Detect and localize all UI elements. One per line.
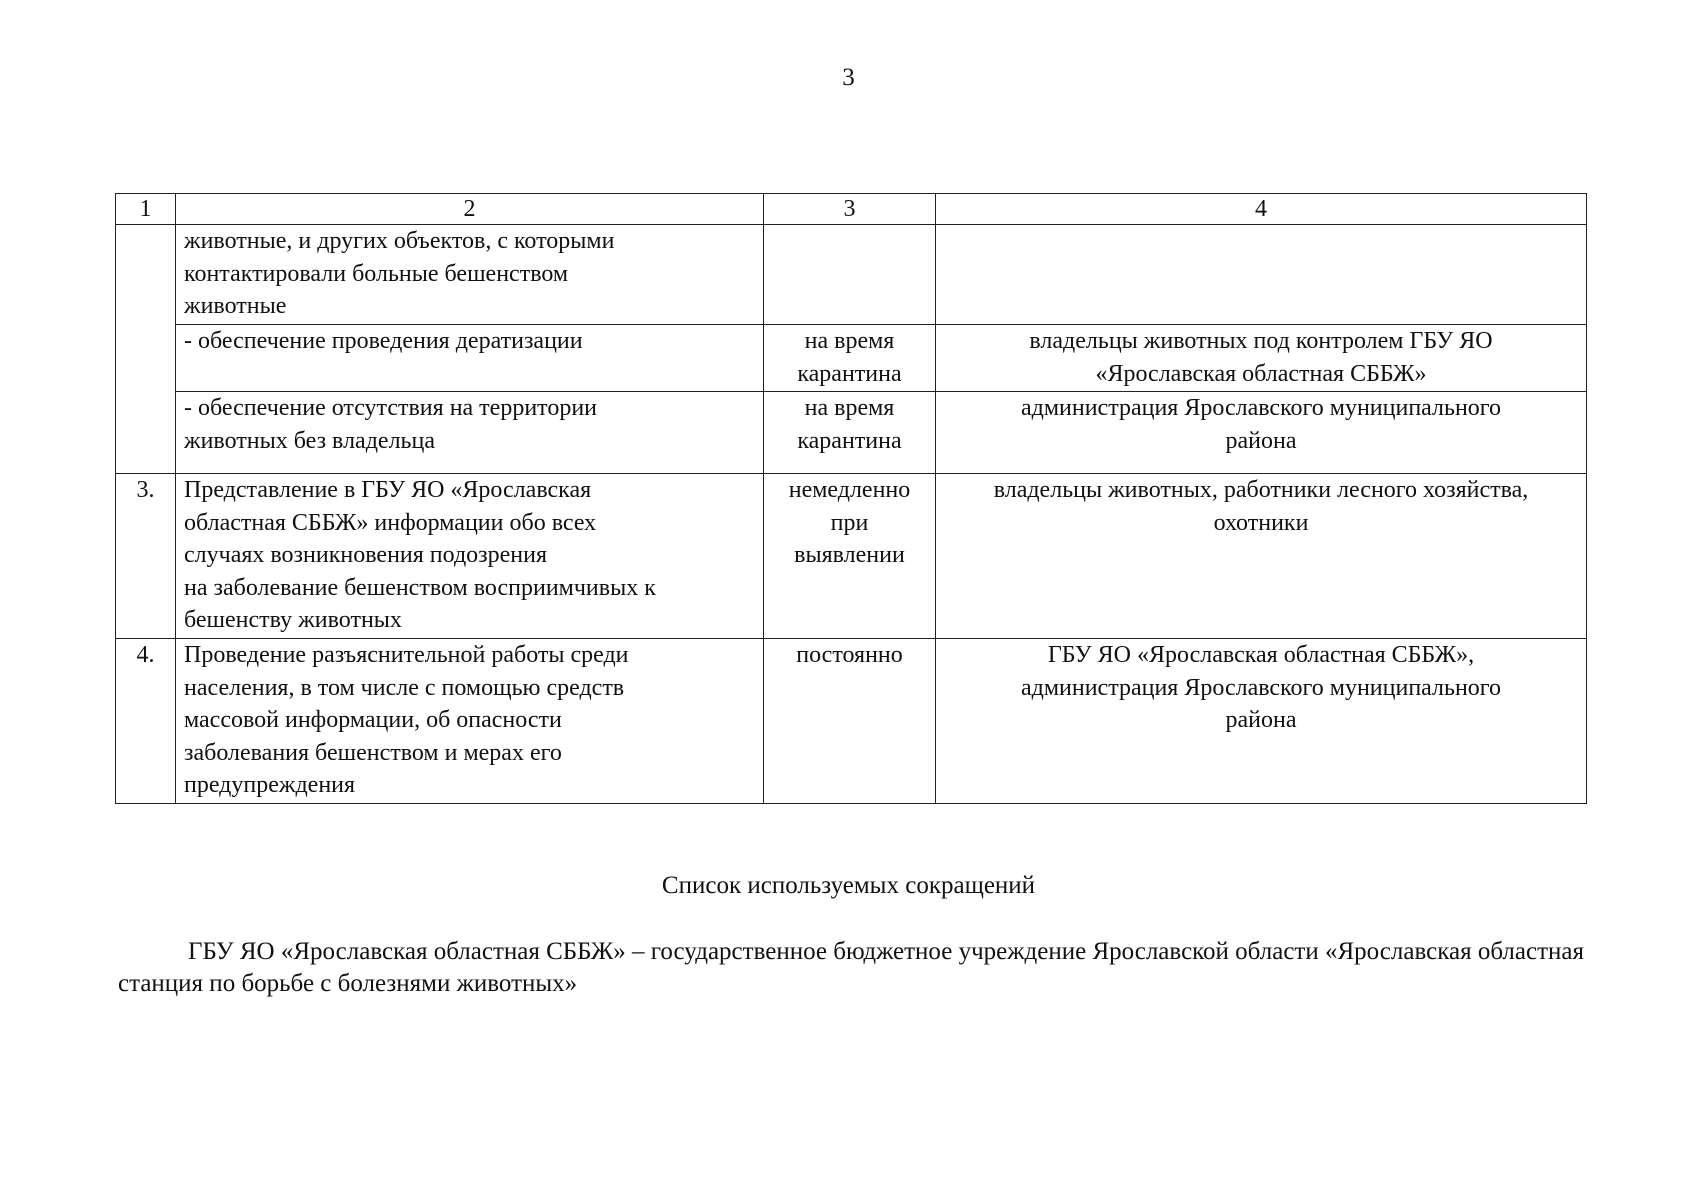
responsible-cell: владельцы животных, работники лесного хозяйства, охотники xyxy=(936,474,1587,639)
abbreviations-paragraph: ГБУ ЯО «Ярославская областная СББЖ» – государственное бюджетное учреждение Ярославской области «Ярославская областная станция по борьбе с болезнями животных» xyxy=(118,938,1584,997)
action-cell: - обеспечение отсутствия на территории животных без владельца xyxy=(176,392,764,474)
column-header: 4 xyxy=(936,194,1587,225)
row-number-cell: 4. xyxy=(116,639,176,804)
table-row xyxy=(116,392,1587,474)
table-row xyxy=(116,639,1587,804)
responsible-cell xyxy=(936,225,1587,325)
column-header: 2 xyxy=(176,194,764,225)
column-header: 1 xyxy=(116,194,176,225)
term-cell: на время карантина xyxy=(764,325,936,392)
action-cell: Проведение разъяснительной работы среди населения, в том числе с помощью средств массовой информации, об опасности заболевания бешенством и мерах его предупреждения xyxy=(176,639,764,804)
term-cell: на время карантина xyxy=(764,392,936,474)
action-cell: Представление в ГБУ ЯО «Ярославская областная СББЖ» информации обо всех случаях возникновения подозрения на заболевание бешенством восприимчивых к бешенству животных xyxy=(176,474,764,639)
action-cell: - обеспечение проведения дератизации xyxy=(176,325,764,392)
responsible-cell: администрация Ярославского муниципального района xyxy=(936,392,1587,474)
term-cell: немедленно при выявлении xyxy=(764,474,936,639)
page-number: 3 xyxy=(842,64,855,91)
term-cell xyxy=(764,225,936,325)
term-cell: постоянно xyxy=(764,639,936,804)
responsible-cell: владельцы животных под контролем ГБУ ЯО «Ярославская областная СББЖ» xyxy=(936,325,1587,392)
abbreviations-heading: Список используемых сокращений xyxy=(661,872,1036,899)
action-cell: животные, и других объектов, с которыми контактировали больные бешенством животные xyxy=(176,225,764,325)
column-header: 3 xyxy=(764,194,936,225)
measures-table xyxy=(115,193,1587,804)
row-number-cell: 3. xyxy=(116,474,176,639)
table-row xyxy=(116,325,1587,392)
responsible-cell: ГБУ ЯО «Ярославская областная СББЖ», администрация Ярославского муниципального района xyxy=(936,639,1587,804)
table-row xyxy=(116,225,1587,325)
table-header-row xyxy=(116,194,1587,225)
row-number-cell xyxy=(116,225,176,474)
table-row xyxy=(116,474,1587,639)
